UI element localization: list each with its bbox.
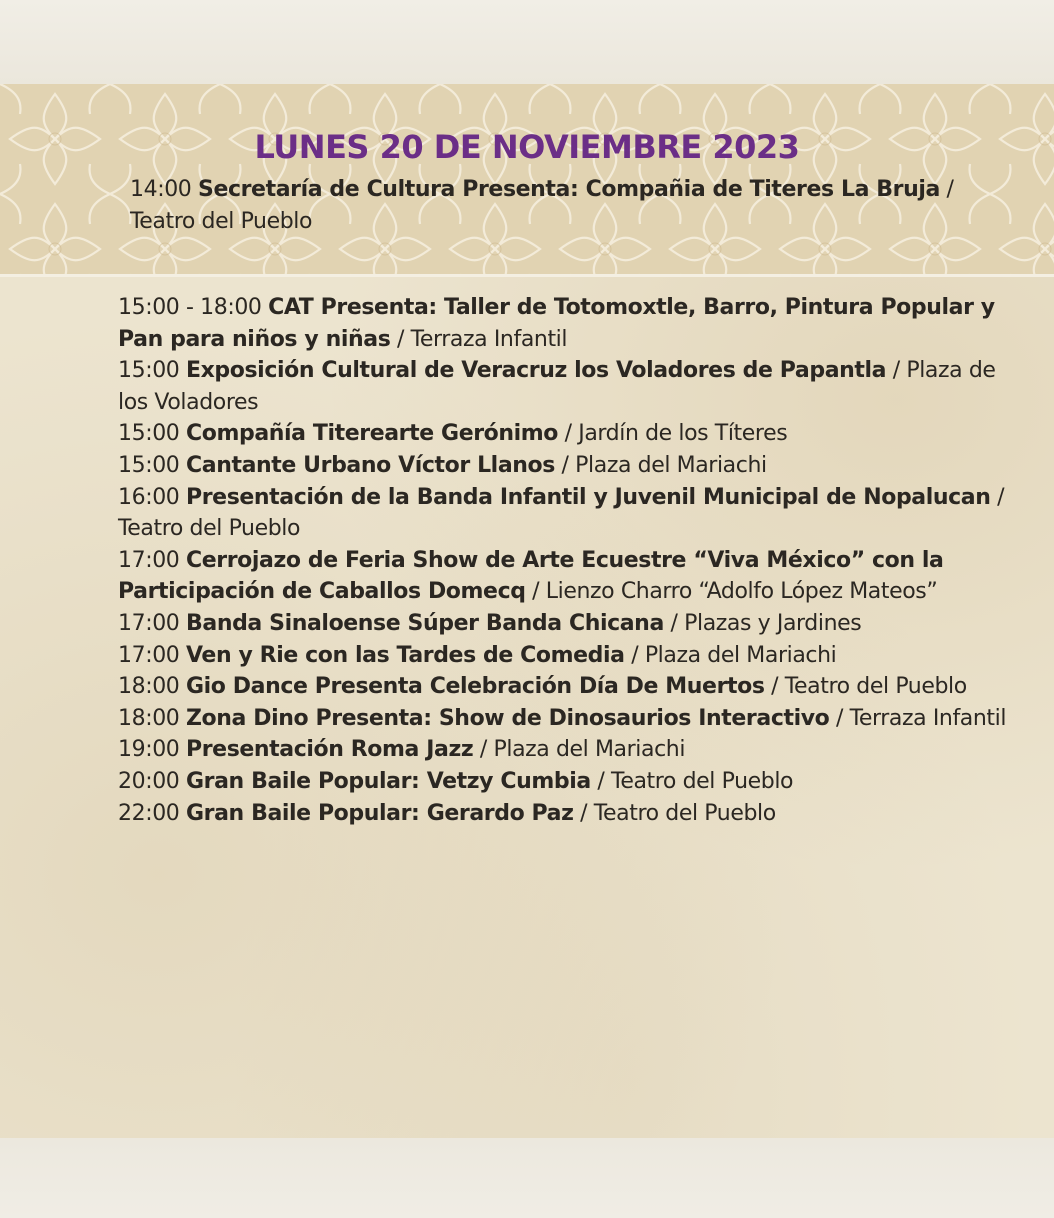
event-name: Cantante Urbano Víctor Llanos	[186, 452, 555, 478]
event-name: Compañía Titerearte Gerónimo	[186, 421, 559, 447]
event-time: 15:00	[118, 452, 180, 478]
event-venue: Plazas y Jardines	[684, 610, 862, 636]
event-venue: Teatro del Pueblo	[130, 209, 313, 234]
event-venue: Plaza de los Voladores	[118, 358, 996, 415]
list-item: 15:00 Compañía Titerearte Gerónimo / Jardín de los Títeres	[118, 421, 788, 447]
list-item: 17:00 Cerrojazo de Feria Show de Arte Ecuestre “Viva México” con la Participación de Caballos Domecq / Lienzo Charro “Adolfo López Mateos”	[118, 547, 944, 605]
event-time: 17:00	[118, 642, 180, 668]
program-card	[0, 84, 1054, 1138]
list-item: 16:00 Presentación de la Banda Infantil y Juvenil Municipal de Nopalucan / Teatro del Pueblo	[118, 484, 1005, 542]
event-venue: Plaza del Mariachi	[644, 642, 837, 668]
list-item: 17:00 Ven y Rie con las Tardes de Comedia / Plaza del Mariachi	[118, 642, 837, 668]
event-time: 16:00	[118, 484, 180, 510]
page-title: LUNES 20 DE NOVIEMBRE 2023	[254, 128, 800, 166]
event-name: Secretaría de Cultura Presenta: Compañia de Titeres La Bruja	[198, 177, 940, 202]
event-venue: Teatro del Pueblo	[784, 674, 967, 700]
event-time: 22:00	[118, 800, 180, 826]
list-item: 15:00 Cantante Urbano Víctor Llanos / Plaza del Mariachi	[118, 452, 767, 478]
event-venue: Plaza del Mariachi	[575, 452, 767, 478]
event-name: Exposición Cultural de Veracruz los Voladores de Papantla	[186, 358, 887, 384]
event-time: 20:00	[118, 768, 180, 794]
event-time: 18:00	[118, 674, 180, 700]
header-event: 14:00 Secretaría de Cultura Presenta: Compañia de Titeres La Bruja / Teatro del Pueblo	[130, 177, 954, 234]
event-schedule-list	[118, 292, 1018, 829]
event-time: 17:00	[118, 547, 180, 573]
event-time: 15:00	[118, 358, 180, 384]
event-name: Presentación Roma Jazz	[186, 737, 474, 763]
event-name: CAT Presenta: Taller de Totomoxtle, Barro, Pintura Popular y Pan para niños y niñas	[118, 295, 995, 352]
event-time: 14:00	[130, 177, 192, 202]
event-name: Cerrojazo de Feria Show de Arte Ecuestre “Viva México” con la Participación de Caballos Domecq	[118, 547, 944, 605]
event-time: 17:00	[118, 610, 180, 636]
event-name: Gio Dance Presenta Celebración Día De Muertos	[186, 674, 765, 700]
event-time: 15:00 - 18:00	[118, 295, 262, 320]
event-venue: Terraza Infantil	[410, 326, 568, 352]
list-item: 15:00 Exposición Cultural de Veracruz los Voladores de Papantla / Plaza de los Voladores	[118, 358, 996, 415]
event-time: 15:00	[118, 421, 180, 447]
event-time: 18:00	[118, 705, 180, 731]
list-item: 22:00 Gran Baile Popular: Gerardo Paz / Teatro del Pueblo	[118, 800, 776, 826]
list-item: 17:00 Banda Sinaloense Súper Banda Chicana / Plazas y Jardines	[118, 610, 862, 636]
list-item: 15:00 - 18:00 CAT Presenta: Taller de Totomoxtle, Barro, Pintura Popular y Pan para niños y niñas / Terraza Infantil	[118, 295, 995, 352]
top-margin	[0, 0, 1054, 84]
event-venue: Lienzo Charro “Adolfo López Mateos”	[545, 579, 938, 605]
event-time: 19:00	[118, 737, 180, 763]
bottom-margin	[0, 1138, 1054, 1218]
event-name: Zona Dino Presenta: Show de Dinosaurios Interactivo	[186, 705, 830, 731]
event-name: Banda Sinaloense Súper Banda Chicana	[186, 610, 664, 636]
list-item: 19:00 Presentación Roma Jazz / Plaza del Mariachi	[118, 737, 686, 763]
event-name: Presentación de la Banda Infantil y Juvenil Municipal de Nopalucan	[186, 484, 991, 510]
event-venue: Teatro del Pueblo	[611, 768, 794, 794]
event-name: Ven y Rie con las Tardes de Comedia	[186, 642, 625, 668]
event-venue: Plaza del Mariachi	[493, 737, 686, 763]
event-name: Gran Baile Popular: Vetzy Cumbia	[186, 768, 591, 794]
event-venue: Teatro del Pueblo	[118, 516, 301, 542]
event-venue: Jardín de los Títeres	[578, 421, 788, 447]
event-name: Gran Baile Popular: Gerardo Paz	[186, 800, 574, 826]
event-venue: Terraza Infantil	[849, 705, 1007, 731]
list-item: 18:00 Zona Dino Presenta: Show de Dinosaurios Interactivo / Terraza Infantil	[118, 705, 1007, 731]
list-item: 20:00 Gran Baile Popular: Vetzy Cumbia / Teatro del Pueblo	[118, 768, 794, 794]
list-item: 18:00 Gio Dance Presenta Celebración Día De Muertos / Teatro del Pueblo	[118, 674, 967, 700]
event-venue: Teatro del Pueblo	[593, 800, 776, 826]
decorative-pattern-band	[0, 84, 1054, 277]
